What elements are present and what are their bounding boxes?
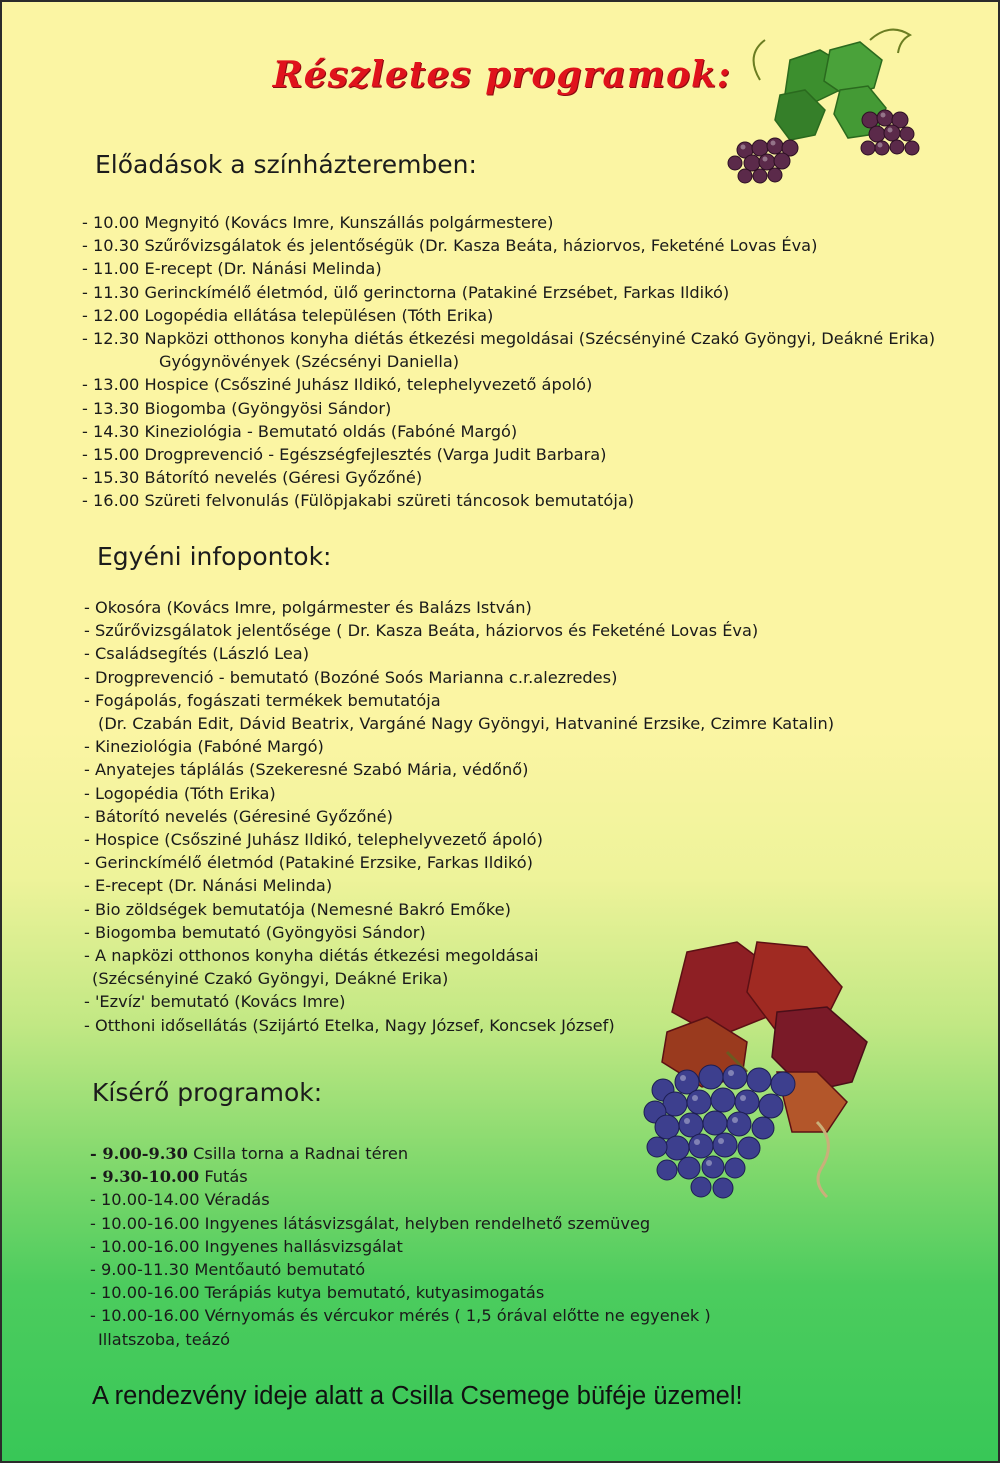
footer-note: A rendezvény ideje alatt a Csilla Csemege büféje üzemel! (92, 1382, 743, 1410)
list-item: - Családsegítés (László Lea) (84, 644, 310, 664)
page-title: Részletes programok: (272, 54, 732, 96)
list-item: - 9.00-11.30 Mentőautó bemutató (90, 1260, 366, 1280)
list-item (90, 1142, 711, 1165)
grapes-with-leaves-icon (720, 20, 930, 190)
list-item: - A napközi otthonos konyha diétás étkezési megoldásai (84, 946, 539, 966)
list-item-time: 9.00-9.30 (102, 1144, 188, 1163)
list-item: - 10.00-16.00 Ingyenes hallásvizsgálat (90, 1236, 403, 1256)
list-item: - Okosóra (Kovács Imre, polgármester és Balázs István) (84, 598, 532, 617)
list-item: - 15.30 Bátorító nevelés (Géresi Győzőné) (82, 468, 423, 488)
list-item: - 10.00-14.00 Véradás (90, 1190, 270, 1210)
list-item: - 13.30 Biogomba (Gyöngyösi Sándor) (82, 398, 392, 418)
list-item: - Otthoni idősellátás (Szijártó Etelka, Nagy József, Koncsek József) (84, 1015, 615, 1035)
section-heading-kisero: Kísérő programok: (92, 1078, 323, 1107)
list-item: (Dr. Czabán Edit, Dávid Beatrix, Vargáné Nagy Gyöngyi, Hatvaniné Erzsike, Czimre Katalin) (98, 714, 835, 734)
list-item: - 10.00-16.00 Vérnyomás és vércukor mérés ( 1,5 órával előtte ne egyenek ) (90, 1306, 711, 1326)
list-item: - 10.30 Szűrővizsgálatok és jelentőségük (Dr. Kasza Beáta, háziorvos, Feketéné Lovas Éva) (82, 236, 818, 256)
list-item: Illatszoba, teázó (98, 1329, 230, 1349)
list-item-time: 9.30-10.00 (102, 1167, 200, 1187)
eloadasok-list (82, 211, 935, 513)
list-item: Gyógynövények (Szécsényi Daniella) (159, 352, 460, 372)
list-item: - Drogprevenció - bemutató (Bozóné Soós Marianna c.r.alezredes) (84, 667, 618, 687)
list-item (90, 1165, 711, 1188)
list-item: - 'Ezvíz' bemutató (Kovács Imre) (84, 992, 346, 1012)
list-item-text: Csilla torna a Radnai téren (187, 1144, 409, 1163)
list-item-prefix: - (90, 1167, 103, 1187)
kisero-list (90, 1142, 711, 1351)
list-item: - Biogomba bemutató (Gyöngyösi Sándor) (84, 922, 426, 942)
list-item: - 10.00-16.00 Terápiás kutya bemutató, kutyasimogatás (90, 1283, 545, 1303)
list-item: - Gerinckímélő életmód (Patakiné Erzsike, Farkas Ildikó) (84, 853, 533, 873)
list-item: - 16.00 Szüreti felvonulás (Fülöpjakabi szüreti táncosok bemutatója) (82, 491, 635, 511)
list-item: (Szécsényiné Czakó Gyöngyi, Deákné Erika) (92, 969, 449, 989)
list-item: - 11.30 Gerinckímélő életmód, ülő gerinctorna (Patakiné Erzsébet, Farkas Ildikó) (82, 282, 730, 302)
list-item: - 14.30 Kineziológia - Bemutató oldás (Fabóné Margó) (82, 421, 518, 441)
list-item: - 12.30 Napközi otthonos konyha diétás étkezési megoldásai (Szécsényiné Czakó Gyöngyi, Deákné Erika) (82, 329, 936, 349)
list-item: - 12.00 Logopédia ellátása településen (Tóth Erika) (82, 305, 494, 325)
list-item: - Bio zöldségek bemutatója (Nemesné Bakró Emőke) (84, 899, 511, 919)
list-item: - 10.00 Megnyitó (Kovács Imre, Kunszállás polgármestere) (82, 213, 554, 232)
list-item: - Fogápolás, fogászati termékek bemutatója (84, 690, 441, 710)
list-item-prefix: - (90, 1144, 103, 1163)
list-item: - Kineziológia (Fabóné Margó) (84, 737, 324, 757)
list-item: - Logopédia (Tóth Erika) (84, 783, 276, 803)
list-item: - Bátorító nevelés (Géresiné Győzőné) (84, 806, 393, 826)
list-item: - Szűrővizsgálatok jelentősége ( Dr. Kasza Beáta, háziorvos és Feketéné Lovas Éva) (84, 621, 759, 641)
list-item: - 13.00 Hospice (Csősziné Juhász Ildikó, telephelyvezető ápoló) (82, 375, 593, 395)
section-heading-eloadasok: Előadások a színházteremben: (95, 150, 477, 179)
list-item: - 15.00 Drogprevenció - Egészségfejlesztés (Varga Judit Barbara) (82, 445, 607, 465)
list-item: - 10.00-16.00 Ingyenes látásvizsgálat, helyben rendelhető szemüveg (90, 1213, 651, 1233)
list-item-text: Futás (199, 1167, 248, 1187)
section-heading-infopontok: Egyéni infopontok: (97, 542, 332, 571)
list-item: - Hospice (Csősziné Juhász Ildikó, telephelyvezető ápoló) (84, 830, 543, 850)
list-item: - Anyatejes táplálás (Szekeresné Szabó Mária, védőnő) (84, 760, 529, 780)
list-item: - E-recept (Dr. Nánási Melinda) (84, 876, 333, 896)
list-item: - 11.00 E-recept (Dr. Nánási Melinda) (82, 259, 382, 279)
